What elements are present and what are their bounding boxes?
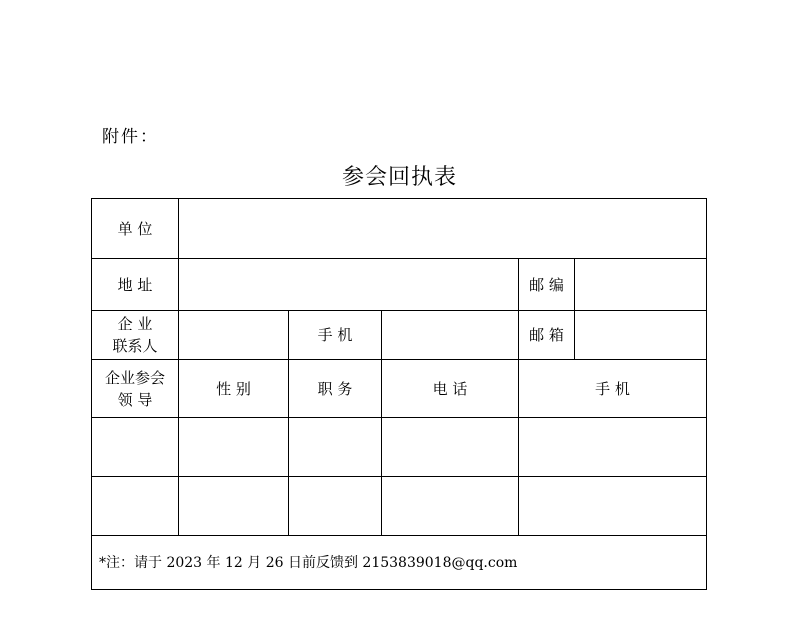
unit-label-cell (91, 198, 179, 259)
note-text: *注：请于 2023 年 12 月 26 日前反馈到 2153839018@qq.com (99, 554, 518, 571)
leader-col-position-label: 职 务 (317, 379, 353, 398)
leader-label: 企业参会 领 导 (104, 368, 165, 409)
mobile-label-cell (288, 310, 382, 360)
leader-row-1-phone[interactable] (381, 417, 519, 477)
leader-row-2-mobile[interactable] (518, 476, 707, 536)
address-label: 地 址 (117, 275, 153, 294)
leader-col-phone-label: 电 话 (432, 379, 468, 398)
reply-form-table (91, 198, 707, 591)
contact-label: 企 业 联系人 (112, 315, 158, 355)
email-label-cell (518, 310, 575, 360)
email-label: 邮 箱 (529, 326, 564, 344)
attachment-label: 附件： (102, 127, 159, 147)
leader-col-gender-label: 性 别 (216, 379, 251, 398)
leader-col-mobile (518, 359, 707, 418)
leader-row-2-position[interactable] (288, 476, 382, 536)
mobile-label: 手 机 (317, 326, 353, 344)
contact-input-cell[interactable] (178, 310, 289, 360)
unit-input-cell[interactable] (178, 198, 707, 259)
leader-row-2-phone[interactable] (381, 476, 519, 536)
contact-label-cell (91, 310, 179, 360)
postcode-label: 邮 编 (529, 275, 564, 294)
leader-label-cell (91, 359, 179, 418)
leader-row-1-name[interactable] (91, 417, 179, 477)
leader-row-1-mobile[interactable] (518, 417, 707, 477)
address-label-cell (91, 258, 179, 311)
postcode-label-cell (518, 258, 575, 311)
note-cell (91, 535, 707, 590)
leader-row-1-gender[interactable] (178, 417, 289, 477)
postcode-input-cell[interactable] (574, 258, 707, 311)
mobile-input-cell[interactable] (381, 310, 519, 360)
leader-row-2-gender[interactable] (178, 476, 289, 536)
leader-col-position (288, 359, 382, 418)
leader-row-2-name[interactable] (91, 476, 179, 536)
email-input-cell[interactable] (574, 310, 707, 360)
unit-label: 单 位 (117, 219, 153, 238)
form-title: 参会回执表 (341, 165, 457, 190)
address-input-cell[interactable] (178, 258, 519, 311)
leader-col-phone (381, 359, 519, 418)
leader-row-1-position[interactable] (288, 417, 382, 477)
leader-col-mobile-label: 手 机 (595, 379, 630, 398)
leader-col-gender (178, 359, 289, 418)
